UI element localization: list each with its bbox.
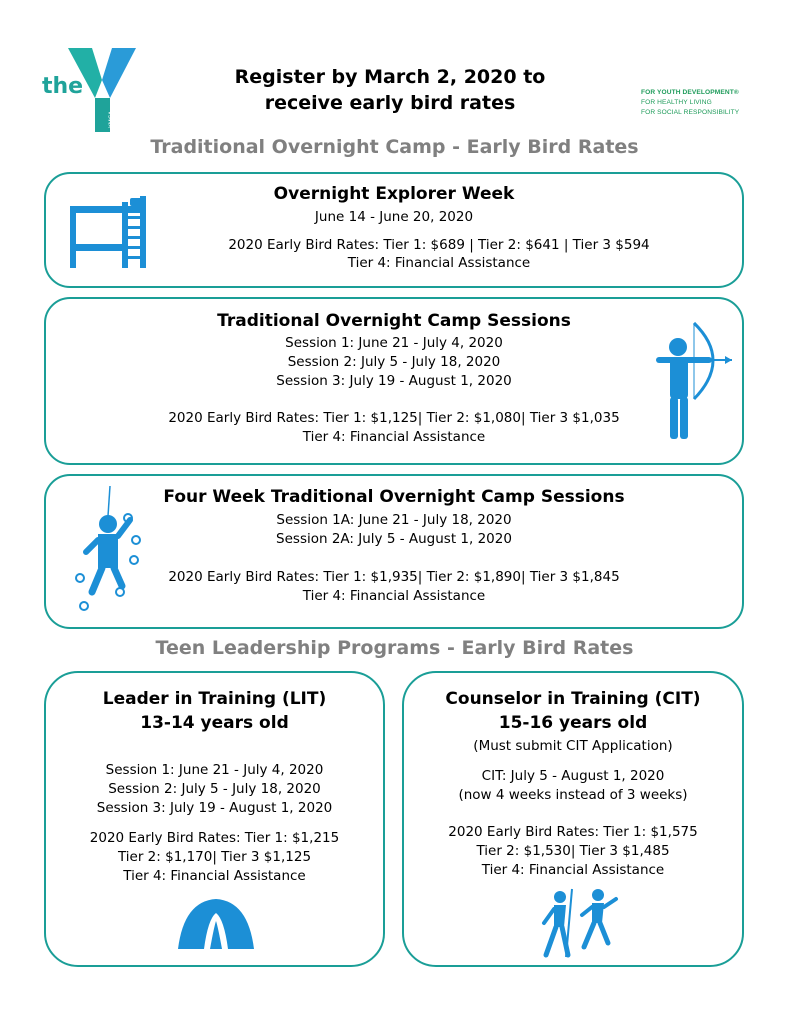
card-title: Leader in Training (LIT) [102, 689, 327, 709]
ymca-logo [40, 40, 150, 140]
rate-line: 2020 Early Bird Rates: Tier 1: $1,215 [89, 830, 340, 846]
archer-icon [650, 317, 734, 445]
headline-line: Register by March 2, 2020 to [234, 66, 546, 88]
card-title: Counselor in Training (CIT) [445, 689, 701, 709]
rate-line: Tier 2: $1,170| Tier 3 $1,125 [117, 849, 312, 865]
rate-line: Tier 4: Financial Assistance [123, 868, 306, 884]
rate-line: Tier 2: $1,530| Tier 3 $1,485 [476, 843, 670, 859]
session-line: Session 2: July 5 - July 18, 2020 [287, 354, 501, 370]
date-line: CIT: July 5 - August 1, 2020 [481, 768, 665, 784]
card-title: Four Week Traditional Overnight Camp Sessions [163, 487, 625, 507]
card-rates: 2020 Early Bird Rates: Tier 1: $1,125| Tier 2: $1,080| Tier 3 $1,035 [168, 410, 620, 426]
session-line: Session 2: July 5 - July 18, 2020 [108, 781, 321, 797]
date-line: (now 4 weeks instead of 3 weeks) [458, 787, 688, 803]
tagline-line: FOR YOUTH DEVELOPMENT® [641, 89, 739, 96]
cit-card [402, 671, 744, 967]
card-dates: June 14 - June 20, 2020 [314, 209, 474, 225]
tagline [641, 88, 739, 118]
session-line: Session 2A: July 5 - August 1, 2020 [276, 531, 512, 547]
card-age: 13-14 years old [140, 713, 289, 733]
four-week-sessions-card [44, 474, 744, 629]
climber-icon [68, 486, 148, 614]
rate-line: Tier 4: Financial Assistance [481, 862, 665, 878]
headline [180, 64, 600, 116]
card-title: Overnight Explorer Week [273, 184, 515, 204]
rate-line: 2020 Early Bird Rates: Tier 1: $1,575 [448, 824, 698, 840]
session-line: Session 3: July 19 - August 1, 2020 [276, 373, 512, 389]
bunk-bed-icon [66, 192, 156, 272]
card-tier4: Tier 4: Financial Assistance [347, 255, 531, 271]
session-line: Session 1A: June 21 - July 18, 2020 [276, 512, 512, 528]
tagline-line: FOR HEALTHY LIVING [641, 99, 712, 106]
card-rates: 2020 Early Bird Rates: Tier 1: $1,935| Tier 2: $1,890| Tier 3 $1,845 [168, 569, 620, 585]
tent-icon [174, 895, 258, 953]
section-title-teen: Teen Leadership Programs - Early Bird Rates [155, 637, 634, 659]
headline-line: receive early bird rates [264, 92, 516, 114]
session-line: Session 3: July 19 - August 1, 2020 [96, 800, 333, 816]
explorer-week-card [44, 172, 744, 288]
card-note: (Must submit CIT Application) [473, 738, 673, 754]
card-age: 15-16 years old [498, 713, 648, 733]
traditional-sessions-card [44, 297, 744, 465]
session-line: Session 1: June 21 - July 4, 2020 [105, 762, 324, 778]
ymca-sub-text: YMCA [108, 110, 115, 128]
tagline-line: FOR SOCIAL RESPONSIBILITY [641, 109, 740, 116]
card-tier4: Tier 4: Financial Assistance [302, 588, 486, 604]
hikers-icon [538, 885, 620, 959]
card-rates: 2020 Early Bird Rates: Tier 1: $689 | Tier 2: $641 | Tier 3 $594 [228, 237, 650, 253]
card-tier4: Tier 4: Financial Assistance [302, 429, 486, 445]
card-title: Traditional Overnight Camp Sessions [217, 311, 571, 331]
logo-text: the [42, 74, 84, 99]
session-line: Session 1: June 21 - July 4, 2020 [285, 335, 503, 351]
lit-card [44, 671, 385, 967]
section-title-traditional: Traditional Overnight Camp - Early Bird Rates [150, 136, 639, 158]
